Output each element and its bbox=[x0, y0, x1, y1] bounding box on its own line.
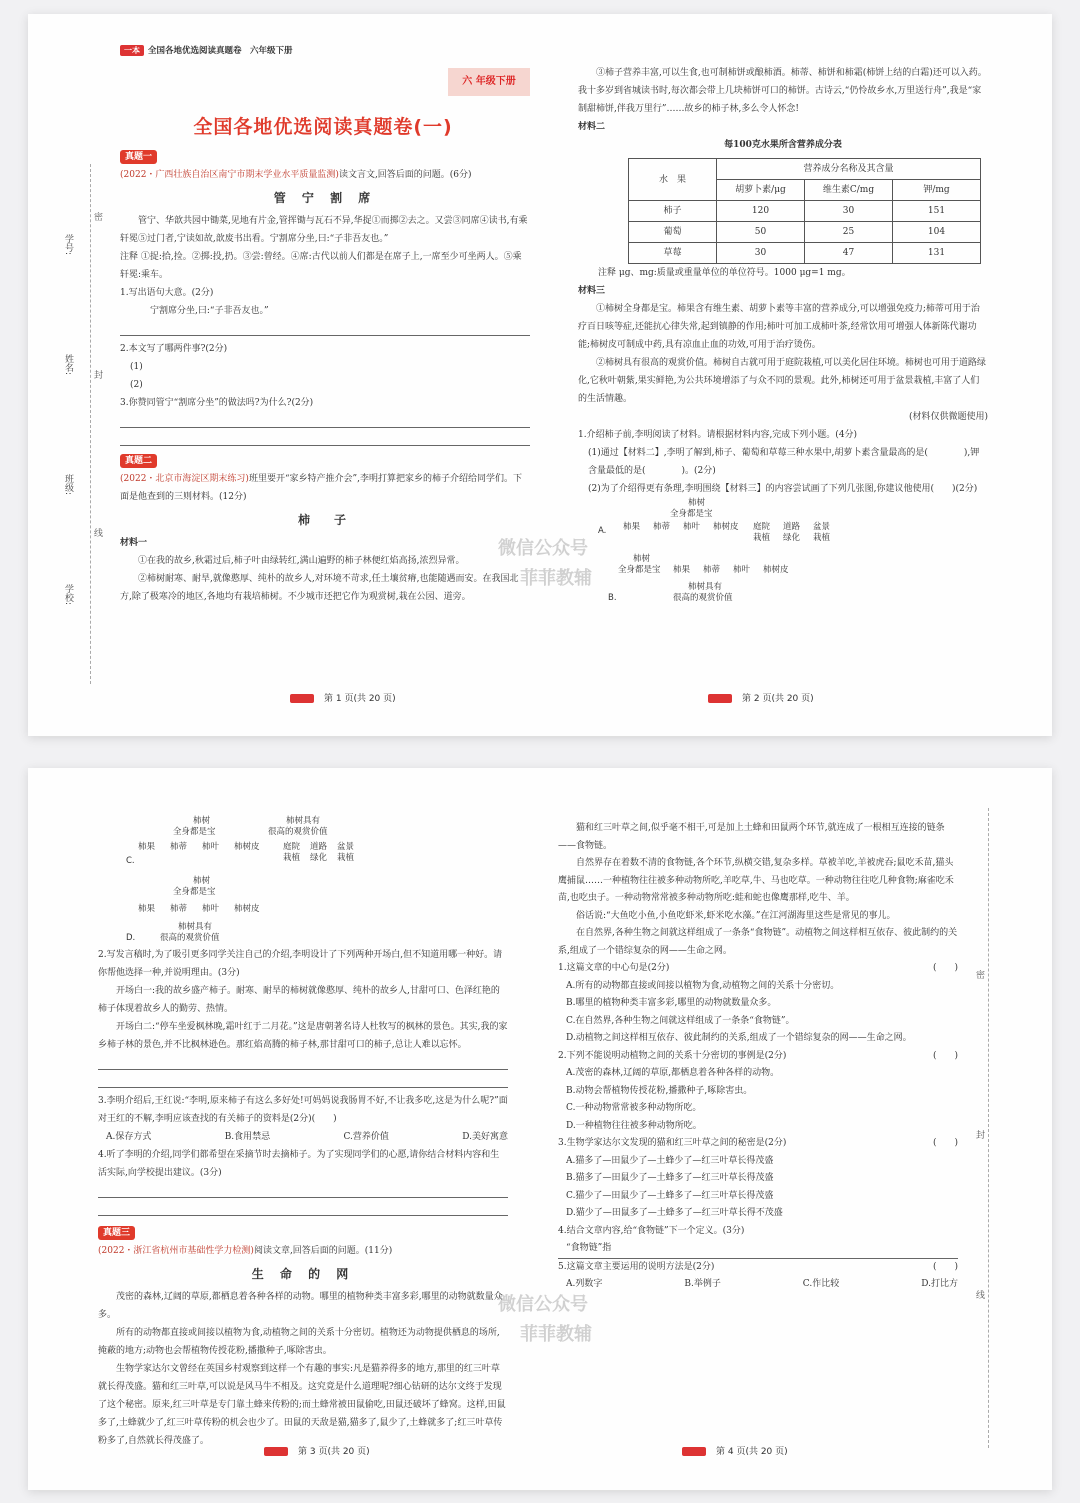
page2-column bbox=[578, 64, 988, 610]
table-header-group: 营养成分名称及其含量 bbox=[717, 159, 981, 180]
source-1: (2022・广西壮族自治区南宁市期末学业水平质量监测) bbox=[120, 170, 339, 180]
material-2-label: 材料二 bbox=[578, 122, 606, 132]
passage-title-1: 管 宁 割 席 bbox=[273, 191, 377, 205]
material-1-p3: ③柿子营养丰富,可以生食,也可制柿饼或酿柿酒。柿蒂、柿饼和柿霜(柿饼上结的白霜)还可以入药。我十多岁到省城读书时,每次都会带上几块柿饼可口的柿饼。古诗云,“仍怜故乡水,万里送行舟”,我是“家制甜柿饼,伴我万里行”……故乡的柿子林,多么令人怀念! bbox=[578, 68, 987, 114]
table-col-header: 钾/mg bbox=[893, 180, 981, 201]
question-1-3: 3.你赞同管宁“割席分坐”的做法吗?为什么?(2分) bbox=[120, 398, 314, 408]
answer-line[interactable] bbox=[120, 322, 530, 336]
option[interactable]: D.一种植物往往被多种动物所吃。 bbox=[566, 1120, 702, 1131]
publisher-logo bbox=[682, 1447, 706, 1456]
question-badge-1: 真题一 bbox=[120, 150, 157, 164]
question-2-2: 2.写发言稿时,为了吸引更多同学关注自己的介绍,李明设计了下列两种开场白,但不知道用哪一种好。请你帮他选择一种,并说明理由。(3分) bbox=[98, 950, 503, 978]
exam-title: 全国各地优选阅读真题卷(一) bbox=[193, 116, 453, 138]
side-label-class: 班级: bbox=[63, 474, 73, 496]
publisher-logo bbox=[290, 694, 314, 703]
question-badge-2: 真题二 bbox=[120, 454, 157, 468]
answer-label: (1) bbox=[130, 362, 143, 372]
opening-two: 开场白二:“停车坐爱枫林晚,霜叶红于二月花。”这是唐朝著名诗人杜牧写的枫林的景色。其实,我的家乡柿子林的景色,并不比枫林逊色。那红焰高腾的柿子林,那甘甜可口的柿子,总让人难以忘怀。 bbox=[98, 1022, 508, 1050]
option[interactable]: A.茂密的森林,辽阔的草原,都栖息着各种各样的动物。 bbox=[566, 1068, 780, 1078]
side-label-school: 学校: bbox=[63, 584, 73, 606]
question-2-1-b: (2)为了介绍得更有条理,李明围绕【材料三】的内容尝试画了下列几张图,你建议他使用( )(2分) bbox=[588, 484, 978, 494]
nutrition-table bbox=[628, 158, 981, 264]
diagram-option-b[interactable]: 柿树 全身都是宝 柿果 柿蒂 柿叶 柿树皮 柿树具有 很高的观赏价值 B. bbox=[608, 554, 789, 603]
option[interactable]: B.食用禁忌 bbox=[224, 1132, 271, 1142]
answer-line[interactable] bbox=[120, 414, 530, 428]
table-row: 柿子 120 30 151 bbox=[629, 201, 981, 222]
option[interactable]: D.美好寓意 bbox=[462, 1132, 508, 1142]
option[interactable]: C.在自然界,各种生物之间就这样组成了一条条“食物链”。 bbox=[566, 1015, 795, 1026]
page-number-1: 第 1 页(共 20 页) bbox=[290, 691, 396, 704]
question-1-2: 2.本文写了哪两件事?(2分) bbox=[120, 344, 228, 354]
question-2-1: 1.介绍柿子前,李明阅读了材料。请根据材料内容,完成下列小题。(4分) bbox=[578, 430, 858, 440]
option[interactable]: C.一种动物常常被多种动物所吃。 bbox=[566, 1103, 702, 1113]
answer-line[interactable] bbox=[120, 432, 530, 446]
cut-line bbox=[90, 164, 91, 684]
material-3-p1: ①柿树全身都是宝。柿果含有维生素、胡萝卜素等丰富的营养成分,可以增强免疫力;柿蒂可用于治疗百日咳等症,还能抗心律失常,起到镇静的作用;柿叶可加工成柿叶茶,经常饮用可增强人体新陈代谢功能;柿树皮可制成中药,具有凉血止血的功效,可用于治疗烫伤。 bbox=[578, 304, 980, 350]
publisher-logo bbox=[264, 1447, 288, 1456]
page-number-2: 第 2 页(共 20 页) bbox=[708, 691, 814, 704]
question-3-3: 3.生物学家达尔文发现的猫和红三叶草之间的秘密是(2分) ( ) bbox=[558, 1138, 958, 1148]
material-1-label: 材料一 bbox=[120, 538, 148, 548]
option[interactable]: A.所有的动物都直接或间接以植物为食,动植物之间的关系十分密切。 bbox=[566, 980, 840, 991]
option[interactable]: A.猫多了—田鼠少了—土蜂少了—红三叶草长得茂盛 bbox=[566, 1155, 774, 1166]
material-3-p2: ②柿树具有很高的观赏价值。柿树自古就可用于庭院栽植,可以美化居住环境。柿树也可用于道路绿化,它秋叶朝紫,果实鲜艳,为公共环境增添了与众不同的景观。此外,柿树还可用于盆景栽植,丰富了人们的生活情趣。 bbox=[578, 358, 986, 404]
side-label-id: 学号: bbox=[63, 234, 73, 256]
diagram-option-c[interactable]: 柿树 全身都是宝 柿树具有 很高的观赏价值 柿果 柿蒂 柿叶 柿树皮 庭院 栽植 道路 绿化 盆景 栽植 C. bbox=[126, 816, 355, 866]
option[interactable]: B.举例子 bbox=[684, 1279, 721, 1289]
passage-3-p1: 茂密的森林,辽阔的草原,都栖息着各种各样的动物。哪里的植物种类丰富多彩,哪里的动物就数量众多。 bbox=[98, 1292, 503, 1320]
cut-mark-feng: 封 bbox=[94, 371, 104, 381]
answer-line[interactable] bbox=[98, 1184, 508, 1198]
passage-text-1: 管宁、华歆共园中锄菜,见地有片金,管挥锄与瓦石不异,华捉①而掷②去之。又尝③同席④读书,有乘轩冕⑤过门者,宁读如故,歆废书出看。宁割席分坐,曰:“子非吾友也。” bbox=[120, 216, 528, 244]
passage-3-p6: 俗话说:“大鱼吃小鱼,小鱼吃虾米,虾米吃水藻。”在江河湖海里这些是常见的事儿。 bbox=[576, 910, 896, 921]
answer-line[interactable] bbox=[98, 1202, 508, 1216]
option[interactable]: C.猫少了—田鼠少了—土蜂多了—红三叶草长得茂盛 bbox=[566, 1190, 774, 1201]
option[interactable]: A.保存方式 bbox=[106, 1132, 152, 1142]
material-1-p2: ②柿树耐寒、耐旱,就像憨厚、纯朴的故乡人,对环境不苛求,任土壤贫瘠,也能随遇而安。在我国北方,除了极寒冷的地区,各地均有栽培柿树。不少城市还把它作为观赏树,栽在公园、道旁。 bbox=[120, 574, 519, 602]
page-number-4: 第 4 页(共 20 页) bbox=[682, 1444, 788, 1457]
material-1-p1: ①在我的故乡,秋霜过后,柿子叶由绿转红,满山遍野的柿子林便红焰高扬,浓烈异常。 bbox=[138, 556, 465, 566]
source-3: (2022・浙江省杭州市基础性学力检测) bbox=[98, 1246, 254, 1256]
passage-title-3: 生 命 的 网 bbox=[251, 1267, 355, 1281]
passage-3-p3: 生物学家达尔文曾经在英国乡村观察到这样一个有趣的事实:凡是猫养得多的地方,那里的红三叶草就长得茂盛。猫和红三叶草,可以说是风马牛不相及。这究竟是什么道理呢?细心钻研的达尔文终于发现了这个秘密。原来,红三叶草是专门靠土蜂来传粉的;而土蜂常被田鼠偷吃,田鼠还破坏了蜂窝。这样,田鼠多了,土蜂就少了,红三叶草传粉的机会也少了。田鼠的天敌是猫,猫多了,鼠少了,土蜂就多了;红三叶草传粉多了,自然就长得茂盛了。 bbox=[98, 1364, 506, 1446]
question-1-1-quote: 宁割席分坐,曰:“子非吾友也。” bbox=[150, 306, 269, 316]
cut-mark-feng: 封 bbox=[976, 1131, 986, 1141]
page1-column: 真题一 (2022・广西壮族自治区南宁市期末学业水平质量监测)读文言文,回答后面的问题。(6分) 管 宁 割 席 管宁、华歆共园中锄菜,见地有片金,管挥锄与瓦石不异,华捉①而掷②去之。又尝③同席④读书,有乘轩冕⑤过门者,宁读如故,歆废书出看。宁割席分坐,曰:“子非吾友也。” 注释 ①捉:拾,捡。②掷:投,扔。③尝:曾经。④席:古代以前人们都是在席子上,一席至少可坐两人。⑤乘轩冕:乘车。 1.写出语句大意。(2分) 宁割席分坐,曰:“子非吾友也。” 2.本文写了哪两件事?(2分) (1) (2) 3.你赞同管宁“割席分坐”的做法吗?为什么?(2分) 真题二 (2022・北京市海淀区期末练习)班里要开“家乡特产推介会”,李明打算把家乡的柿子介绍给同学们。下面是他查到的三则材料。(12分) 柿 子 材料一 ①在我的故乡,秋霜过后,柿子叶由绿转红,满山遍野的柿子林便红焰高扬,浓烈异常。 ②柿树耐寒、耐旱,就像憨厚、纯朴的故乡人,对环境不苛求,任土壤贫瘠,也能随遇而安。在我国北方,除了极寒冷的地区,各地均有栽培柿树。不少城市还把它作为观赏树,栽在公园、道旁。 bbox=[120, 148, 530, 606]
option-label: D. bbox=[126, 933, 136, 943]
answer-label: (2) bbox=[130, 380, 143, 390]
exam-sheet-pages-3-4 bbox=[28, 768, 1052, 1490]
question-3-4: 4.结合文章内容,给“食物链”下一个定义。(3分) bbox=[558, 1225, 745, 1236]
option[interactable]: D.猫少了—田鼠多了—土蜂多了—红三叶草长得不茂盛 bbox=[566, 1208, 783, 1218]
passage-3-p5: 自然界存在着数不清的食物链,各个环节,纵横交错,复杂多样。草被羊吃,羊被虎吞;鼠吃禾苗,猫头鹰捕鼠……一种植物往往被多种动物所吃,羊吃草,牛、马也吃草。一种动物往往吃几种食物;麻雀吃禾苗,也吃虫子。一种动物常常被多种动物所吃:蛙和蛇也像鹰那样,吃牛、羊。 bbox=[558, 858, 954, 903]
material-source: (材料仅供微题使用) bbox=[908, 412, 988, 422]
page-number-3: 第 3 页(共 20 页) bbox=[264, 1444, 370, 1457]
side-label-name: 姓名: bbox=[63, 354, 73, 376]
table-note: 注释 μg、mg:质量或重量单位的单位符号。1000 μg=1 mg。 bbox=[598, 268, 851, 278]
opening-one: 开场白一:我的故乡盛产柿子。耐寒、耐旱的柿树就像憨厚、纯朴的故乡人,甘甜可口、色泽红艳的柿子体现着故乡人的勤劳、热情。 bbox=[98, 986, 500, 1014]
watermark: 微信公众号 菲菲教辅 bbox=[498, 1294, 592, 1345]
source-2: (2022・北京市海淀区期末练习) bbox=[120, 474, 249, 484]
cut-mark-xian: 线 bbox=[976, 1291, 986, 1301]
question-2-1-a: (1)通过【材料二】,李明了解到,柿子、葡萄和草莓三种水果中,胡萝卜素含量最高的是( ),钾含量最低的是( )。(2分) bbox=[588, 448, 980, 476]
options-2-3 bbox=[98, 1128, 508, 1146]
option[interactable]: D.打比方 bbox=[921, 1279, 958, 1289]
exam-sheet-pages-1-2 bbox=[28, 14, 1052, 736]
grade-badge: 六 年级下册 bbox=[448, 68, 530, 96]
question-2-3: 3.李明介绍后,王红说:“李明,原来柿子有这么多好处!可妈妈说我肠胃不好,不让我多吃,这是为什么呢?”面对王红的不解,李明应该查找的有关柿子的资料是(2分)( ) bbox=[98, 1096, 508, 1124]
passage-3-p4: 猫和红三叶草之间,似乎毫不相干,可是加上土蜂和田鼠两个环节,就连成了一根相互连接的链条——食物链。 bbox=[558, 823, 945, 851]
question-3-1: 1.这篇文章的中心句是(2分) ( ) bbox=[558, 963, 958, 973]
question-badge-3: 真题三 bbox=[98, 1226, 135, 1240]
options-3-5 bbox=[558, 1276, 958, 1294]
table-col-header: 胡萝卜素/μg bbox=[717, 180, 805, 201]
answer-line[interactable] bbox=[98, 1056, 508, 1070]
cut-mark-xian: 线 bbox=[94, 529, 104, 539]
cut-line bbox=[988, 808, 989, 1448]
question-1-1: 1.写出语句大意。(2分) bbox=[120, 288, 214, 298]
table-row: 葡萄 50 25 104 bbox=[629, 222, 981, 243]
material-3-label: 材料三 bbox=[578, 286, 606, 296]
page-header: 一本 全国各地优选阅读真题卷 六年级下册 bbox=[120, 44, 293, 56]
answer-line[interactable] bbox=[98, 1074, 508, 1088]
publisher-logo bbox=[708, 694, 732, 703]
passage-title-2: 柿 子 bbox=[297, 513, 352, 527]
option-label: A. bbox=[598, 526, 607, 536]
option[interactable]: C.营养价值 bbox=[343, 1132, 389, 1142]
table-title: 每100克水果所含营养成分表 bbox=[724, 140, 842, 150]
table-row: 草莓 30 47 131 bbox=[629, 243, 981, 264]
cut-mark-mi: 密 bbox=[94, 213, 104, 223]
question-2-4: 4.听了李明的介绍,同学们都希望在采摘节时去摘柿子。为了实现同学们的心愿,请你结合材料内容和生活实际,向学校提出建议。(3分) bbox=[98, 1150, 500, 1178]
table-header-fruit: 水 果 bbox=[629, 159, 717, 201]
answer-line[interactable]: “食物链”指 bbox=[558, 1240, 958, 1259]
page3-column: 柿树 全身都是宝 柿树具有 很高的观赏价值 柿果 柿蒂 柿叶 柿树皮 庭院 栽植 道路 绿化 盆景 栽植 C. 柿树 全身都是宝 柿果 柿蒂 柿叶 柿树皮 柿树具有 很高的观赏价值 D. 2.写发言稿时,为了吸引更多同学关注自己的介绍,李明设计了下列两种开场白,但不知道用哪一种好。请你帮他选择一种,并说明理由。(3分) 开场白一:我的故乡盛产柿子。耐寒、耐旱的柿树就像憨厚、纯朴的故乡人,甘甜可口、色泽红艳的柿子体现着故乡人的勤劳、热情。 开场白二:“停车坐爱枫林晚,霜叶红于二月花。”这是唐朝著名诗人杜牧写的枫林的景色。其实,我的家乡柿子林的景色,并不比枫林逊色。那红焰高腾的柿子林,那甘甜可口的柿子,总让人难以忘怀。 3.李明介绍后,王红说:“李明,原来柿子有这么多好处!可妈妈说我肠胃不好,不让我多吃,这是为什么呢?”面对王红的不解,李明应该查找的有关柿子的资料是(2分)( ) A.保存方式 B.食用禁忌 C.营养价值 D.美好寓意 4.听了李明的介绍,同学们都希望在采摘节时去摘柿子。为了实现同学们的心愿,请你结合材料内容和生活实际,向学校提出建议。(3分) 真题三 (2022・浙江省杭州市基础性学力检测)阅读文章,回答后面的问题。(11分) 生 命 的 网 茂密的森林,辽阔的草原,都栖息着各种各样的动物。哪里的植物种类丰富多彩,哪里的动物就数量众多。 所有的动物都直接或间接以植物为食,动植物之间的关系十分密切。植物还为动物提供栖息的场所,掩蔽的地方;动物也会帮植物传授花粉,播撒种子,啄除害虫。 生物学家达尔文曾经在英国乡村观察到这样一个有趣的事实:凡是猫养得多的地方,那里的红三叶草就长得茂盛。猫和红三叶草,可以说是风马牛不相及。这究竟是什么道理呢?细心钻研的达尔文终于发现了这个秘密。原来,红三叶草是专门靠土蜂来传粉的;而土蜂常被田鼠偷吃,田鼠还破坏了蜂窝。这样,田鼠多了,土蜂就少了,红三叶草传粉的机会也少了。田鼠的天敌是猫,猫多了,鼠少了,土蜂就多了;红三叶草传粉多了,自然就长得茂盛了。 bbox=[98, 816, 508, 1450]
cut-mark-mi: 密 bbox=[976, 971, 986, 981]
diagram-option-a[interactable]: 柿树 全身都是宝 A. 柿果 柿蒂 柿叶 柿树皮 庭院 栽植 道路 绿化 盆景 栽植 bbox=[598, 498, 831, 543]
table-col-header: 维生素C/mg bbox=[805, 180, 893, 201]
option[interactable]: B.动物会帮植物传授花粉,播撒种子,啄除害虫。 bbox=[566, 1085, 753, 1096]
option[interactable]: B.猫多了—田鼠少了—土蜂多了—红三叶草长得茂盛 bbox=[566, 1173, 774, 1183]
option-label: B. bbox=[608, 593, 617, 603]
option-label: C. bbox=[126, 856, 135, 866]
option[interactable]: A.列数字 bbox=[566, 1279, 603, 1289]
watermark: 微信公众号 菲菲教辅 bbox=[498, 538, 592, 589]
passage-3-p2: 所有的动物都直接或间接以植物为食,动植物之间的关系十分密切。植物还为动物提供栖息的场所,掩蔽的地方;动物也会帮植物传授花粉,播撒种子,啄除害虫。 bbox=[98, 1328, 500, 1356]
question-3-2: 2.下列不能说明动植物之间的关系十分密切的事例是(2分) ( ) bbox=[558, 1050, 958, 1061]
page4-column bbox=[558, 820, 958, 1294]
annotation-1: 注释 ①捉:拾,捡。②掷:投,扔。③尝:曾经。④席:古代以前人们都是在席子上,一席至少可坐两人。⑤乘轩冕:乘车。 bbox=[120, 252, 522, 280]
option[interactable]: B.哪里的植物种类丰富多彩,哪里的动物就数量众多。 bbox=[566, 998, 777, 1008]
question-3-5: 5.这篇文章主要运用的说明方法是(2分) ( ) bbox=[558, 1261, 958, 1272]
option[interactable]: C.作比较 bbox=[802, 1279, 840, 1289]
diagram-option-d[interactable]: 柿树 全身都是宝 柿果 柿蒂 柿叶 柿树皮 柿树具有 很高的观赏价值 D. bbox=[126, 876, 260, 943]
option[interactable]: D.动植物之间这样相互依存、彼此制约的关系,组成了一个错综复杂的网——生命之网。 bbox=[566, 1033, 912, 1043]
passage-3-p7: 在自然界,各种生物之间就这样组成了一条条“食物链”。动植物之间这样相互依存、彼此制约的关系,组成了一个错综复杂的网——生命之网。 bbox=[558, 928, 958, 956]
